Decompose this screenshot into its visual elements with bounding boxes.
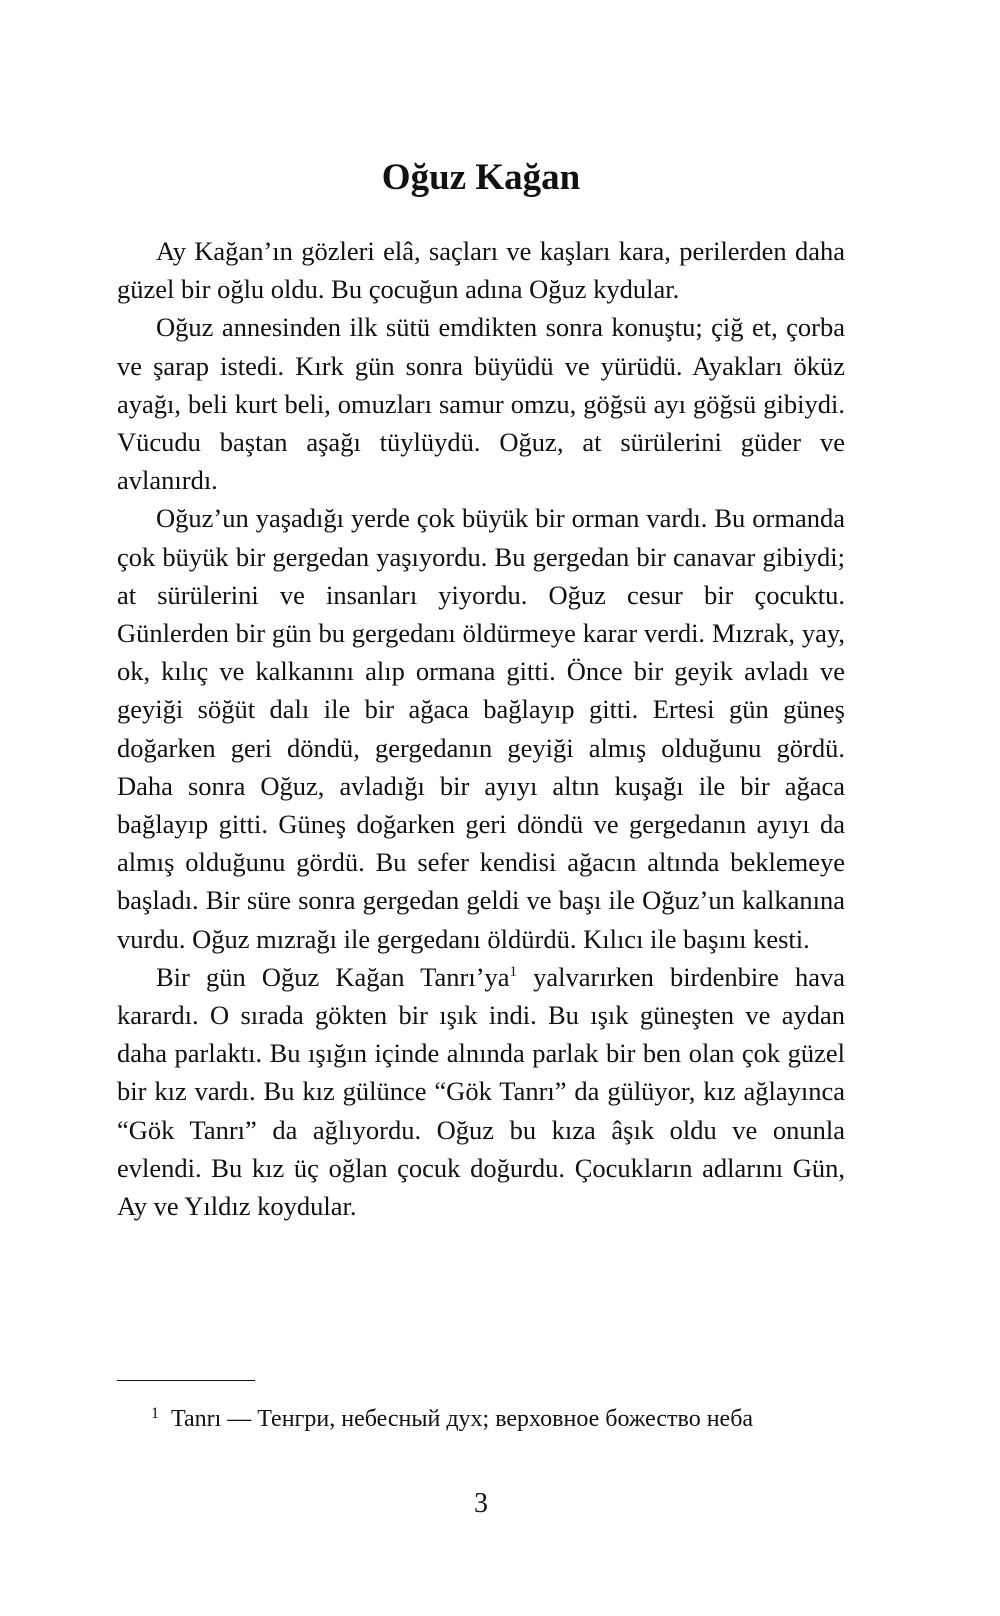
footnote-number: 1 bbox=[151, 1405, 159, 1422]
footnote-divider bbox=[117, 1380, 255, 1381]
paragraph: Oğuz’un yaşadığı yerde çok büyük bir orman vardı. Bu ormanda çok büyük bir gergedan yaşıyordu. Bu gergedan bir canavar gibiydi; at sürülerini ve insanları yiyordu. Oğuz cesur bir çocuktu. Günlerden bir gün bu gergedanı öldürmeye karar verdi. Mızrak, yay, ok, kılıç ve kalkanını alıp ormana gitti. Önce bir geyik avladı ve geyiği söğüt dalı ile bir ağaca bağlayıp gitti. Ertesi gün güneş doğarken geri döndü, gergedanın geyiği almış olduğunu gördü. Daha sonra Oğuz, avladığı bir ayıyı altın kuşağı ile bir ağaca bağlayıp gitti. Güneş doğarken geri döndü ve gergedanın ayıyı da almış olduğunu gördü. Bu sefer kendisi ağacın altında beklemeye başladı. Bir süre sonra gergedan geldi ve başı ile Oğuz’un kalkanına vurdu. Oğuz mızrağı ile gergedanı öldürdü. Kılıcı ile başını kesti. bbox=[117, 503, 845, 954]
paragraph: Oğuz annesinden ilk sütü emdikten sonra konuştu; çiğ et, çorba ve şarap istedi. Kırk gün sonra büyüdü ve yürüdü. Ayakları öküz ayağı, beli kurt beli, omuzları samur omzu, göğsü ayı göğsü gibiydi. Vücudu baştan aşağı tüylüydü. Oğuz, at sürülerini güder ve avlanırdı. bbox=[117, 312, 845, 496]
paragraph-text: yalvarırken birdenbire hava karardı. O sırada gökten bir ışık indi. Bu ışık güneşten ve aydan daha parlaktı. Bu ışığın içinde alnında parlak bir ben olan çok güzel bir kız vardı. Bu kız gülünce “Gök Tanrı” da gülüyor, kız ağlayınca “Gök Tanrı” da ağlıyordu. Oğuz bu kıza âşık oldu ve onunla evlendi. Bu kız üç oğlan çocuk doğurdu. Çocukların adlarını Gün, Ay ve Yıldız koydular. bbox=[117, 961, 845, 1222]
book-page bbox=[117, 0, 845, 1616]
page-number: 3 bbox=[474, 1488, 488, 1519]
footnote-reference[interactable]: 1 bbox=[509, 963, 518, 980]
paragraph: Ay Kağan’ın gözleri elâ, saçları ve kaşları kara, perilerden daha güzel bir oğlu oldu. Bu çocuğun adına Oğuz kydular. bbox=[117, 236, 845, 305]
paragraph-text: Bir gün Oğuz Kağan Tanrı’ya bbox=[156, 961, 510, 992]
body-text bbox=[117, 232, 845, 1225]
footnote-text: Tanrı — Тенгри, небесный дух; верховное божество неба bbox=[171, 1406, 754, 1432]
paragraph bbox=[117, 958, 845, 1225]
footnote bbox=[117, 1398, 845, 1435]
chapter-title: Oğuz Kağan bbox=[381, 157, 581, 198]
